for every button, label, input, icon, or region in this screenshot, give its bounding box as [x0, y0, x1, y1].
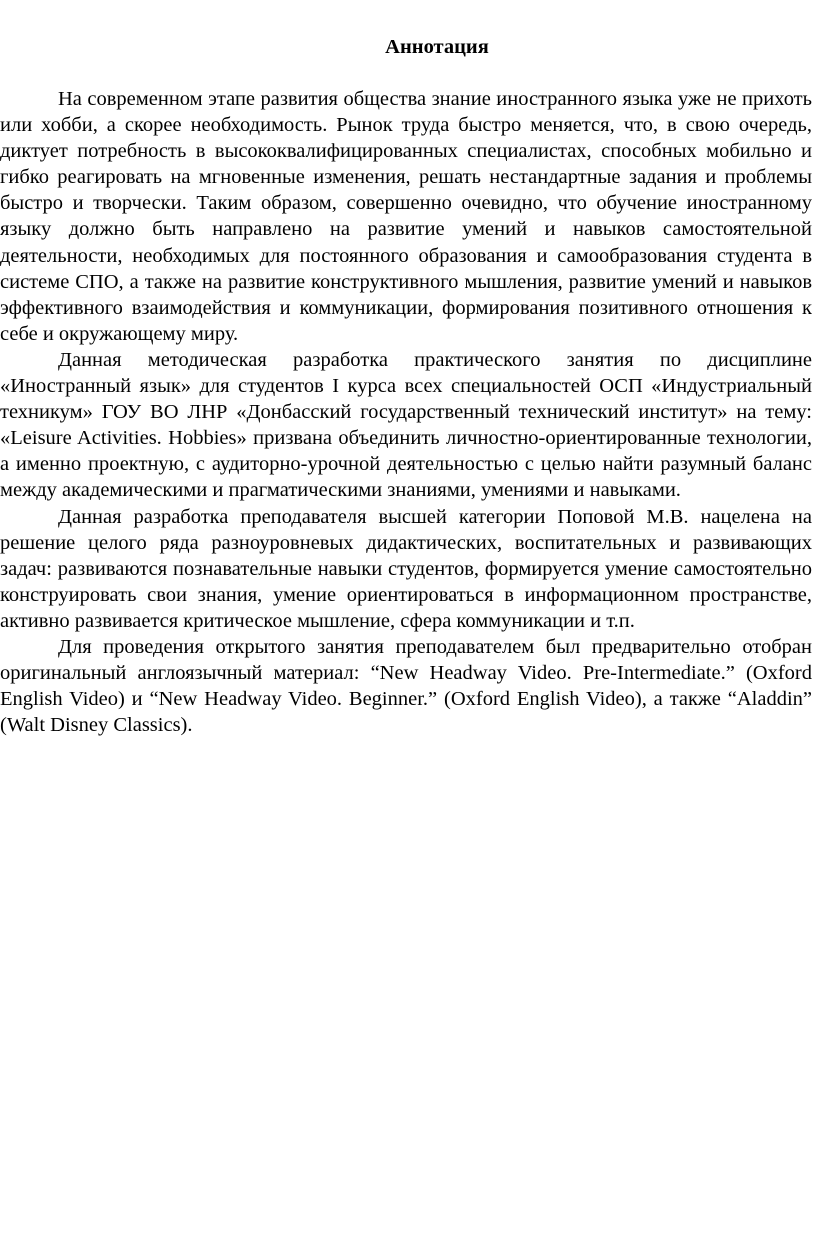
paragraph-methodology: Данная методическая разработка практического занятия по дисциплине «Иностранный язык» для студентов I курса всех специальностей ОСП «Индустриальный техникум» ГОУ ВО ЛНР «Донбасский государственный технический институт» на тему: «Leisure Activities. Hobbies» призвана объединить личностно-ориентированные технологии, а именно проектную, с аудиторно-урочной деятельностью с целью найти разумный баланс между академическими и прагматическими знаниями, умениями и навыками. [0, 348, 812, 502]
paragraph-goals: Данная разработка преподавателя высшей категории Поповой М.В. нацелена на решение целого ряда разноуровневых дидактических, воспитательных и развивающих задач: развиваются познавательные навыки студентов, формируется умение самостоятельно конструировать свои знания, умение ориентироваться в информационном пространстве, активно развивается критическое мышление, сфера коммуникации и т.п. [0, 505, 812, 632]
paragraph-intro: На современном этапе развития общества знание иностранного языка уже не прихоть или хобби, а скорее необходимость. Рынок труда быстро меняется, что, в свою очередь, диктует потребность в высококвалифицированных специалистах, способных мобильно и гибко реагировать на мгновенные изменения, решать нестандартные задания и проблемы быстро и творчески. Таким образом, совершенно очевидно, что обучение иностранному языку должно быть направлено на развитие умений и навыков самостоятельной деятельности, необходимых для постоянного образования и самообразования студента в системе СПО, а также на развитие конструктивного мышления, развитие умений и навыков эффективного взаимодействия и коммуникации, формирования позитивного отношения к себе и окружающему миру. [0, 88, 812, 345]
paragraph-materials: Для проведения открытого занятия преподавателем был предварительно отобран оригинальный англоязычный материал: “New Headway Video. Pre-Intermediate.” (Oxford English Video) и “New Headway Video. Beginner.” (Oxford English Video), а также “Aladdin” (Walt Disney Classics). [0, 635, 812, 737]
document-body [0, 86, 812, 738]
document-title: Аннотация [385, 36, 489, 58]
